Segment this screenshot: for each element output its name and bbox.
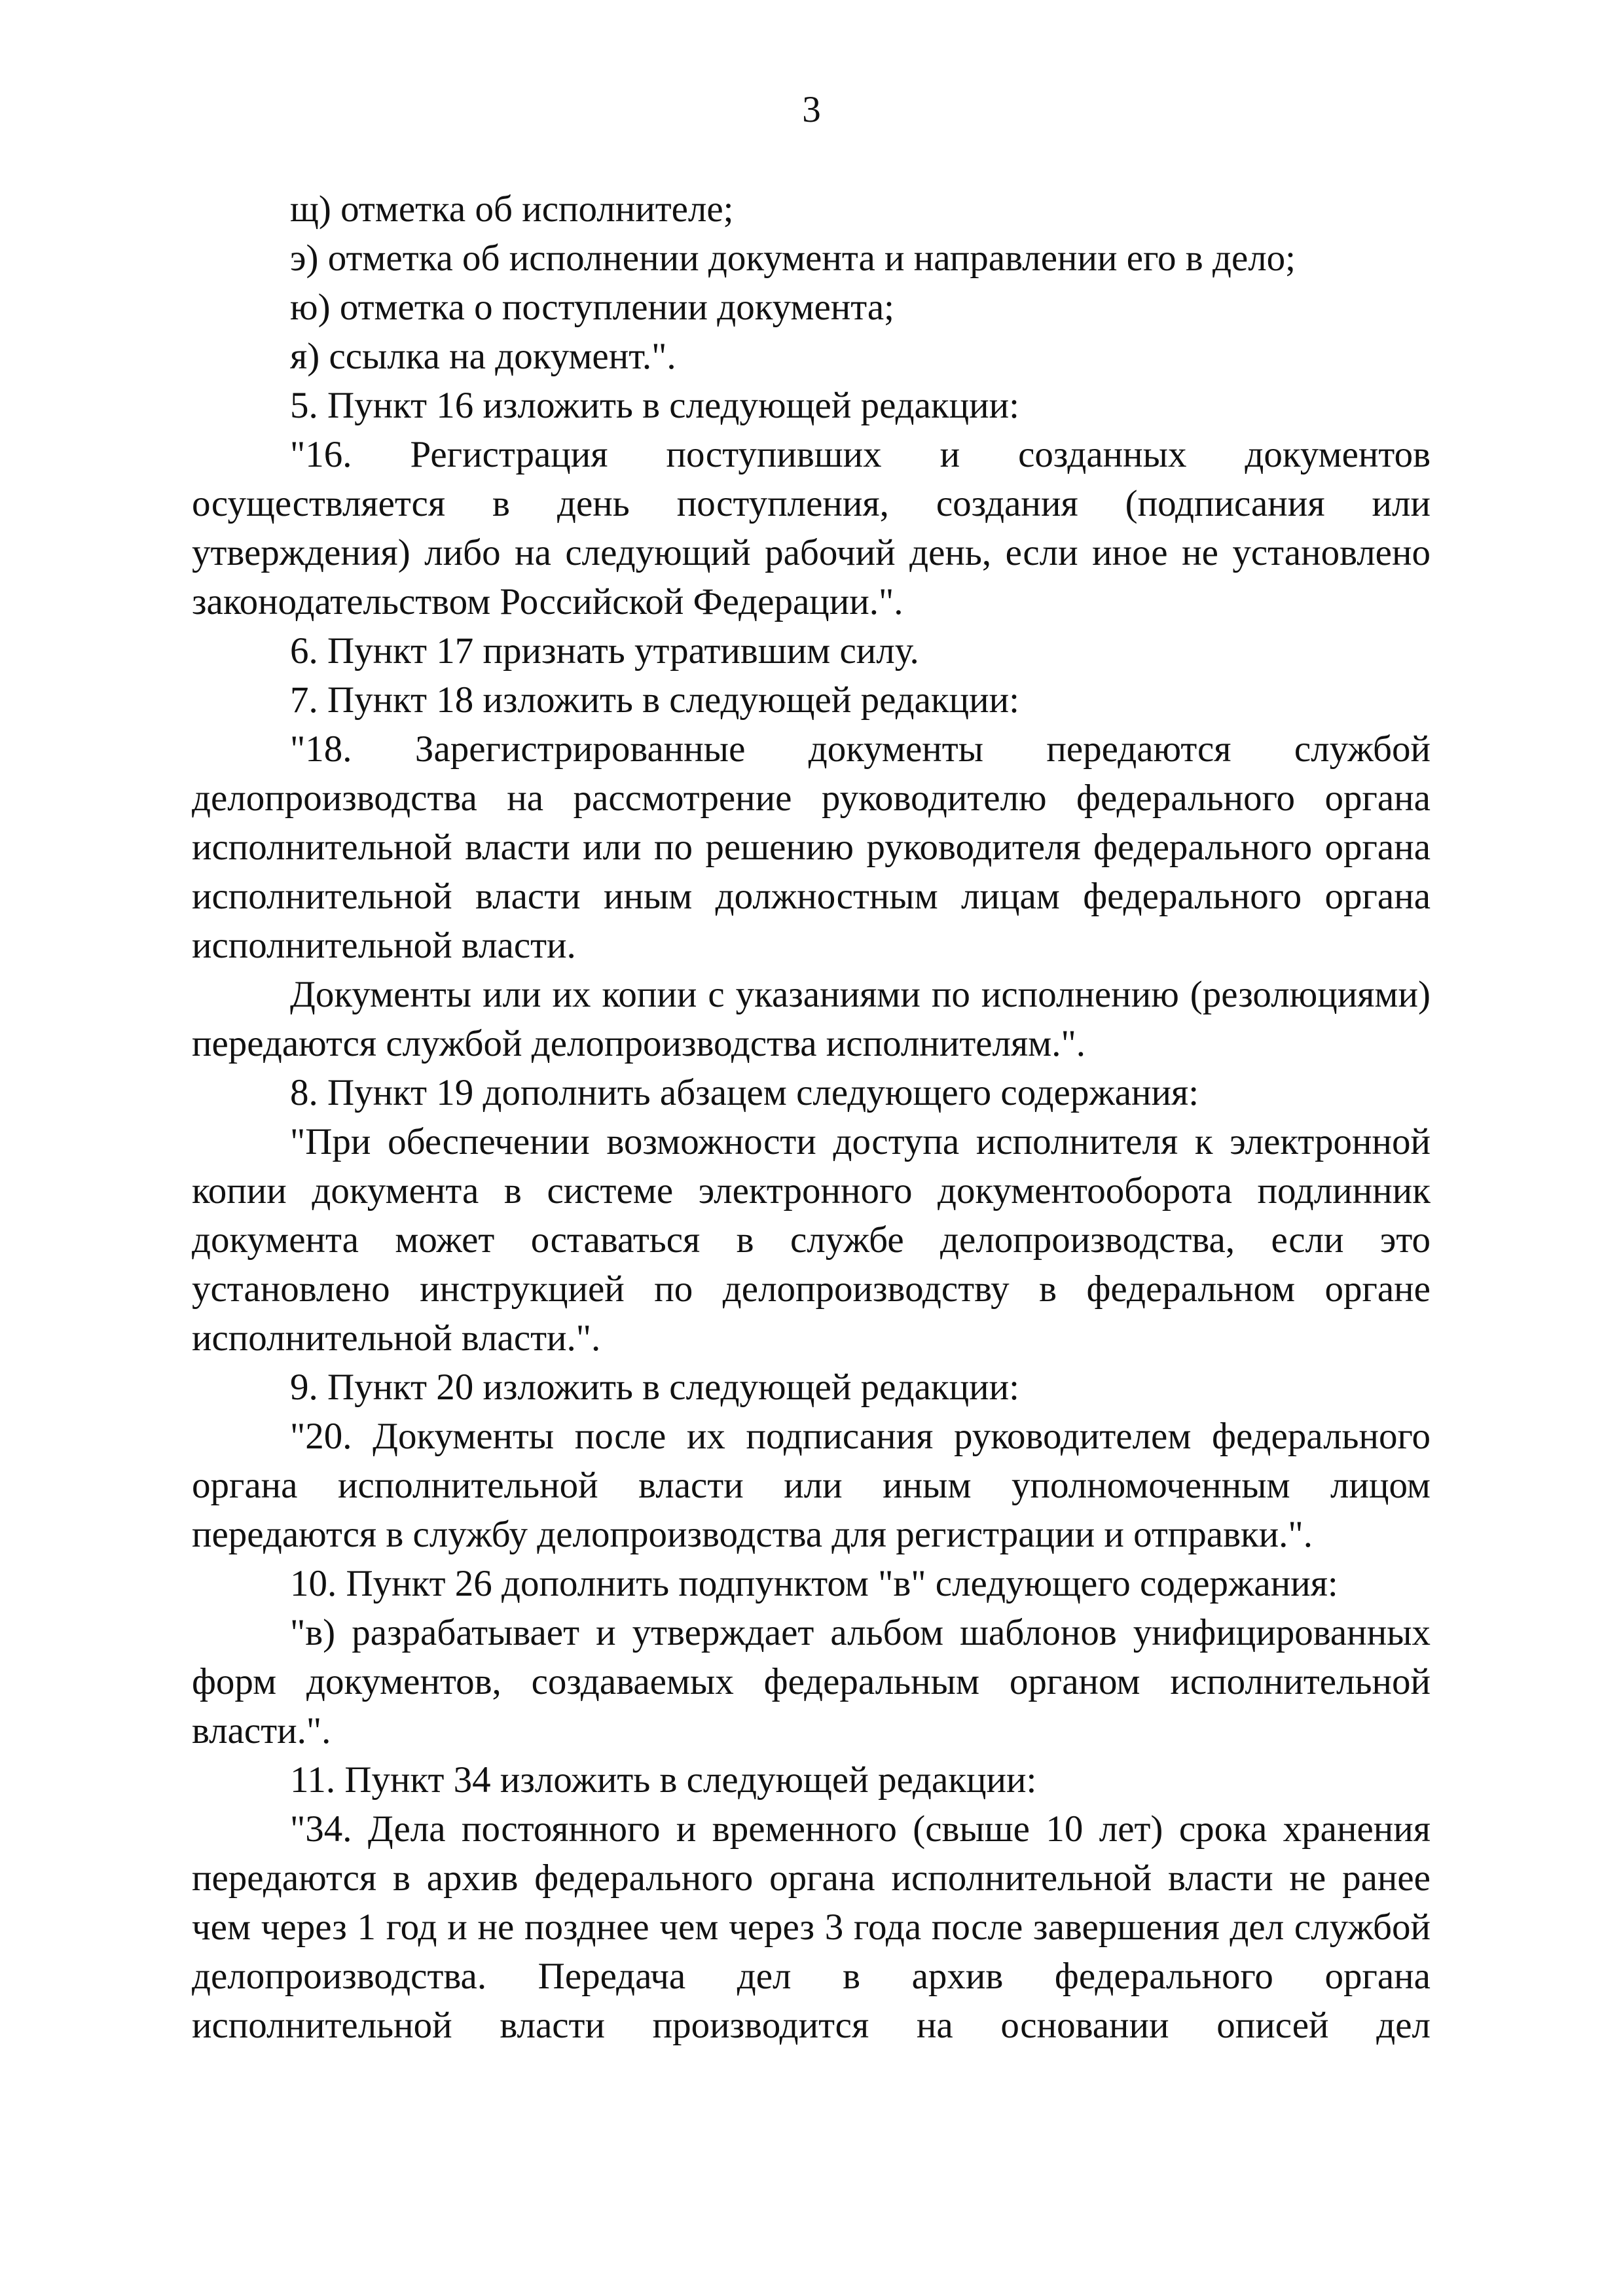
point-20-text: "20. Документы после их подписания руководителем федерального органа исполнительной власти или иным уполномоченным лицом передаются в службу делопроизводства для регистрации и отправки.". [192, 1416, 1431, 1555]
amendment-9-heading: 9. Пункт 20 изложить в следующей редакции: [290, 1367, 1019, 1408]
amendment-6-heading: 6. Пункт 17 признать утратившим силу. [290, 630, 919, 672]
list-item-e: э) отметка об исполнении документа и направлении его в дело; [290, 238, 1296, 279]
page-number: 3 [802, 89, 821, 130]
list-item-yu: ю) отметка о поступлении документа; [290, 287, 895, 328]
point-18-second-paragraph: Документы или их копии с указаниями по исполнению (резолюциями) передаются службой делопроизводства исполнителям.". [192, 974, 1431, 1064]
point-26-subpoint-v: "в) разрабатывает и утверждает альбом шаблонов унифицированных форм документов, создаваемых федеральным органом исполнительной власти.". [192, 1612, 1431, 1751]
point-18-text: "18. Зарегистрированные документы передаются службой делопроизводства на рассмотрение руководителю федерального органа исполнительной власти или по решению руководителя федерального органа исполнительной власти иным должностным лицам федерального органа исполнительной власти. [192, 728, 1431, 966]
point-34-text: "34. Дела постоянного и временного (свыше 10 лет) срока хранения передаются в архив федерального органа исполнительной власти не ранее чем через 1 год и не позднее чем через 3 года после завершения дел службой делопроизводства. Передача дел в архив федерального органа исполнительной власти производится на основании описей дел [192, 1808, 1431, 2046]
amendment-7-heading: 7. Пункт 18 изложить в следующей редакции: [290, 679, 1019, 721]
point-16-text: "16. Регистрация поступивших и созданных документов осуществляется в день поступления, создания (подписания или утверждения) либо на следующий рабочий день, если иное не установлено законодательством Российской Федерации.". [192, 434, 1431, 622]
amendment-5-heading: 5. Пункт 16 изложить в следующей редакции: [290, 385, 1019, 426]
point-19-added-paragraph: "При обеспечении возможности доступа исполнителя к электронной копии документа в системе электронного документооборота подлинник документа может оставаться в службе делопроизводства, если это установлено инструкцией по делопроизводству в федеральном органе исполнительной власти.". [192, 1121, 1431, 1359]
amendment-8-heading: 8. Пункт 19 дополнить абзацем следующего содержания: [290, 1072, 1199, 1113]
amendment-10-heading: 10. Пункт 26 дополнить подпунктом "в" следующего содержания: [290, 1563, 1338, 1604]
amendment-11-heading: 11. Пункт 34 изложить в следующей редакции: [290, 1759, 1037, 1801]
list-item-shch: щ) отметка об исполнителе; [290, 188, 734, 230]
list-item-ya: я) ссылка на документ.". [290, 336, 676, 377]
document-body [192, 185, 1431, 2050]
